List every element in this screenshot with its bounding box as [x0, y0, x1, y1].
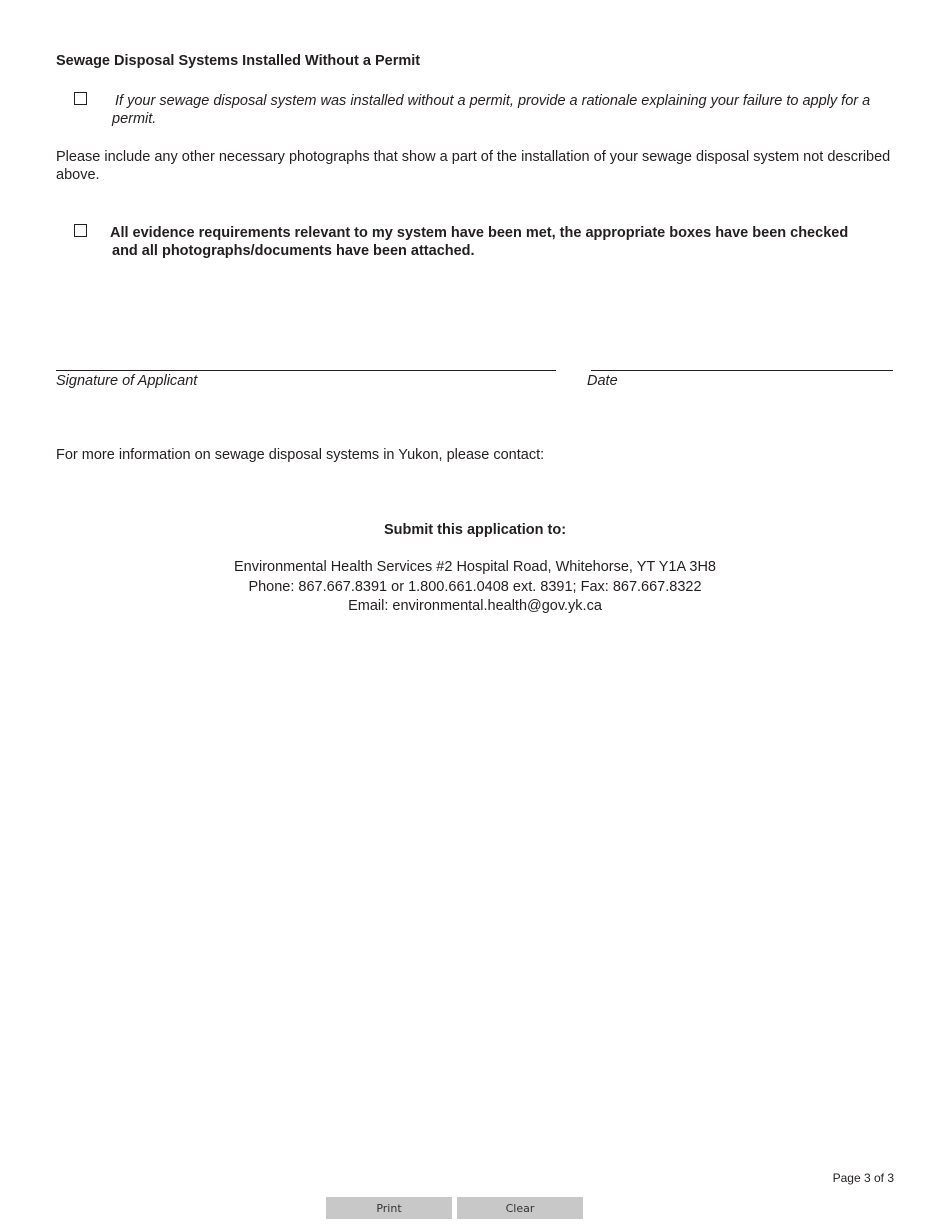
no-permit-rationale-checkbox[interactable] [74, 92, 87, 105]
signature-field[interactable] [56, 370, 556, 371]
date-field[interactable] [591, 370, 893, 371]
submit-heading: Submit this application to: [383, 522, 567, 538]
clear-button[interactable]: Clear [457, 1197, 583, 1219]
no-permit-rationale-text: If your sewage disposal system was installed without a permit, provide a rationale explaining your failure to apply for a permit. [112, 93, 871, 127]
evidence-confirmation-checkbox[interactable] [74, 224, 87, 237]
submission-address-block [0, 558, 950, 617]
contact-intro: For more information on sewage disposal systems in Yukon, please contact: [56, 447, 545, 463]
section-title: Sewage Disposal Systems Installed Without a Permit [56, 53, 421, 69]
page-number: Page 3 of 3 [832, 1171, 894, 1185]
evidence-confirmation-text: All evidence requirements relevant to my system have been met, the appropriate boxes have been checked and all photographs/documents have been attached. [110, 225, 849, 259]
signature-label: Signature of Applicant [56, 373, 198, 389]
date-label: Date [587, 373, 618, 389]
print-button[interactable]: Print [326, 1197, 452, 1219]
email-line: Email: environmental.health@gov.yk.ca [348, 598, 602, 614]
phone-line: Phone: 867.667.8391 or 1.800.661.0408 ext. 8391; Fax: 867.667.8322 [248, 578, 702, 595]
address-line: Environmental Health Services #2 Hospital Road, Whitehorse, YT Y1A 3H8 [234, 559, 716, 575]
other-photos-instruction: Please include any other necessary photographs that show a part of the installation of your sewage disposal system not described above. [56, 149, 891, 183]
